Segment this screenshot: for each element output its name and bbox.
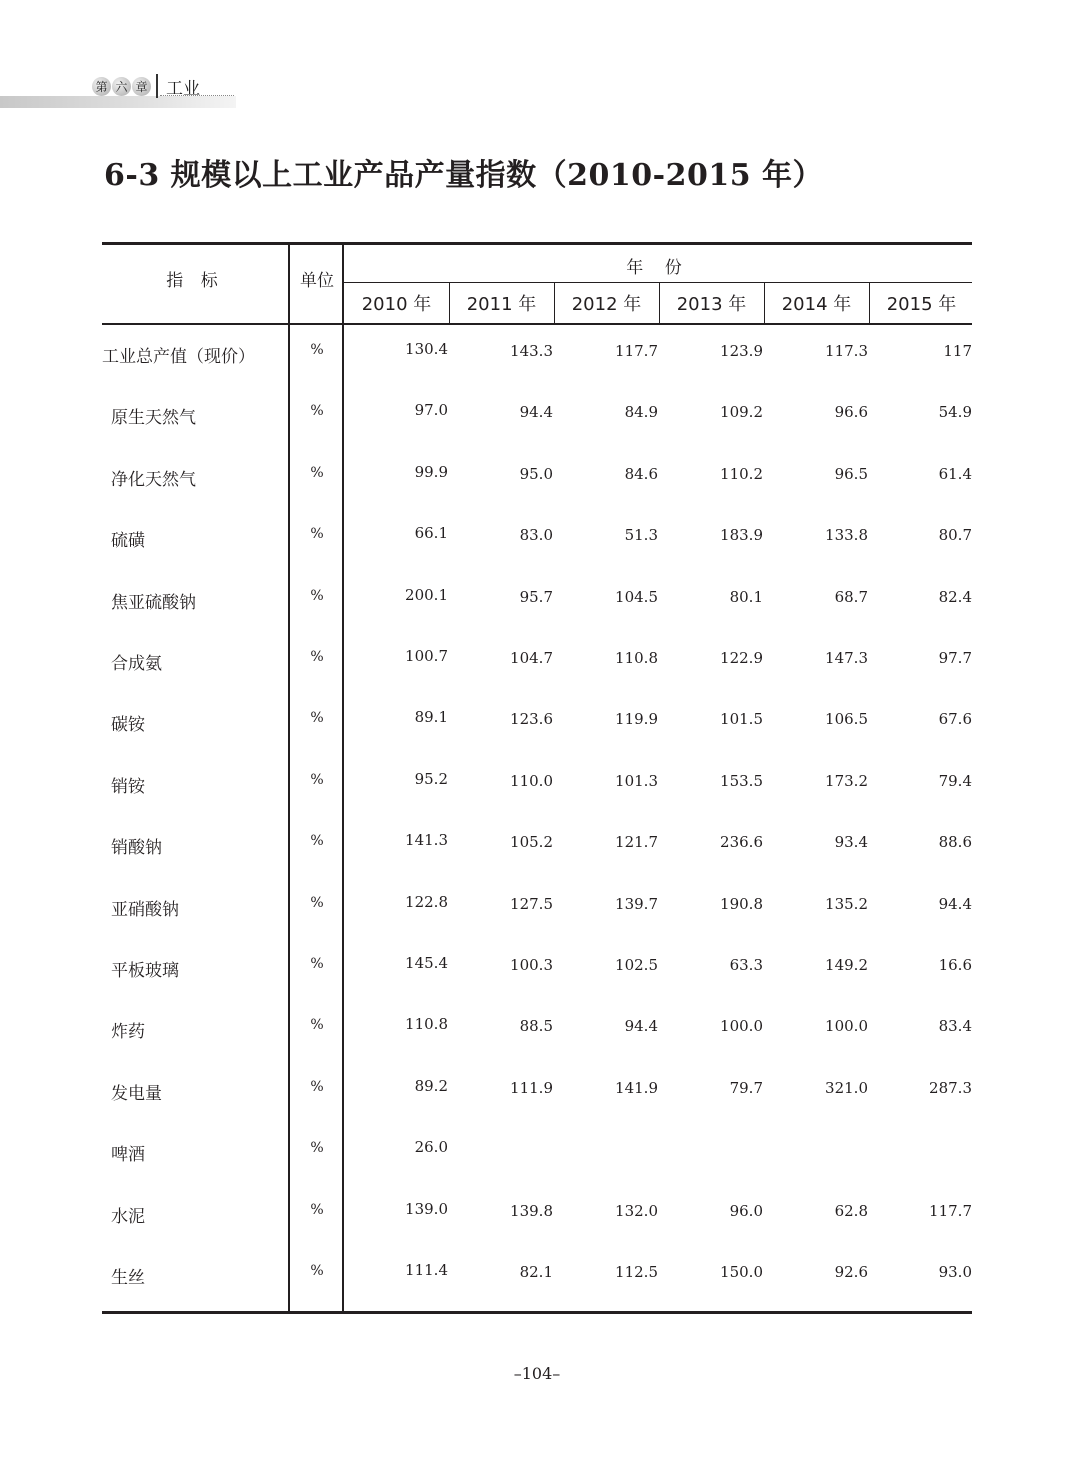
- row-value: 109.2: [720, 403, 763, 422]
- table-row: [102, 710, 972, 740]
- row-value: 51.3: [624, 526, 658, 545]
- table-bottom-rule: [102, 1311, 972, 1314]
- row-value: 67.6: [938, 710, 972, 729]
- row-value: 132.0: [615, 1201, 658, 1220]
- row-value: 89.1: [414, 708, 448, 727]
- row-indicator: 水泥: [111, 1206, 145, 1227]
- row-value: 82.4: [938, 587, 972, 606]
- header-year: 2011 年: [466, 294, 537, 315]
- table-row: [102, 1263, 972, 1293]
- row-value: 139.8: [510, 1201, 553, 1220]
- row-value: 133.8: [825, 526, 868, 545]
- row-value: 101.3: [615, 771, 658, 790]
- chapter-name: 工业: [166, 79, 200, 99]
- row-value: 63.3: [729, 956, 763, 974]
- row-value: 16.6: [938, 956, 972, 974]
- page-number: –104–: [513, 1364, 561, 1383]
- row-value: 68.7: [834, 587, 868, 606]
- row-unit: %: [310, 833, 324, 850]
- row-value: 110.0: [510, 771, 553, 790]
- row-unit: %: [310, 1078, 324, 1095]
- row-value: 123.9: [720, 342, 763, 360]
- table-row: [102, 342, 972, 372]
- row-value: 139.7: [615, 894, 658, 913]
- row-indicator: 原生天然气: [111, 408, 196, 429]
- row-value: 93.4: [834, 833, 868, 852]
- row-unit: %: [310, 894, 324, 911]
- row-unit: %: [310, 342, 324, 358]
- row-indicator: 生丝: [111, 1268, 145, 1288]
- row-value: 95.0: [519, 464, 553, 483]
- row-value: 121.7: [615, 833, 658, 852]
- row-value: 117.3: [825, 342, 868, 360]
- row-value: 84.9: [624, 403, 658, 422]
- header-indicator: 指 标: [166, 271, 224, 291]
- row-value: 110.8: [615, 649, 658, 667]
- row-indicator: 合成氨: [111, 654, 162, 674]
- row-value: 83.4: [938, 1017, 972, 1036]
- row-unit: %: [310, 403, 324, 420]
- row-value: 141.3: [405, 831, 448, 850]
- row-value: 143.3: [510, 342, 553, 360]
- row-value: 111.9: [510, 1078, 553, 1097]
- row-value: 26.0: [414, 1138, 448, 1157]
- year-group-rule: [344, 282, 972, 283]
- chapter-dotted-rule: [160, 95, 234, 96]
- row-value: 80.1: [729, 587, 763, 606]
- row-value: 93.0: [938, 1263, 972, 1281]
- row-indicator: 炸药: [111, 1022, 145, 1043]
- row-indicator: 净化天然气: [111, 469, 196, 490]
- row-unit: %: [310, 1140, 324, 1157]
- row-unit: %: [310, 1017, 324, 1034]
- row-value: 54.9: [938, 403, 972, 422]
- row-value: 95.2: [414, 769, 448, 788]
- row-value: 105.2: [510, 833, 553, 852]
- row-value: 321.0: [825, 1078, 868, 1097]
- row-value: 97.0: [414, 401, 448, 420]
- row-indicator: 啤酒: [111, 1145, 145, 1166]
- table-row: [102, 1017, 972, 1047]
- table-top-rule: [102, 242, 972, 245]
- row-indicator: 工业总产值（现价）: [102, 347, 255, 367]
- chapter-badge-char: 第: [92, 77, 111, 96]
- table-row: [102, 769, 972, 802]
- header-year-group: 年 份: [626, 258, 690, 278]
- table-row: [102, 892, 972, 925]
- chapter-badge-char: 六: [112, 77, 131, 96]
- row-value: 96.6: [834, 403, 868, 422]
- row-value: 153.5: [720, 771, 763, 790]
- row-value: 117: [943, 342, 972, 360]
- row-value: 66.1: [414, 524, 448, 543]
- row-value: 102.5: [615, 956, 658, 974]
- table-row: [102, 462, 972, 495]
- header-year: 2013 年: [676, 294, 747, 315]
- page-title: 6-3 规模以上工业产品产量指数（2010-2015 年）: [104, 158, 824, 193]
- row-unit: %: [310, 1263, 324, 1279]
- row-value: 110.8: [405, 1015, 448, 1034]
- row-value: 111.4: [405, 1261, 448, 1279]
- table-row: [102, 833, 972, 863]
- row-value: 119.9: [615, 710, 658, 729]
- row-value: 104.5: [615, 587, 658, 606]
- table-row: [102, 1199, 972, 1232]
- row-value: 79.4: [938, 771, 972, 790]
- row-value: 100.3: [510, 956, 553, 974]
- row-value: 122.9: [720, 649, 763, 667]
- row-value: 100.0: [720, 1017, 763, 1036]
- row-indicator: 亚硝酸钠: [111, 899, 179, 920]
- row-unit: %: [310, 587, 324, 604]
- row-value: 122.8: [405, 892, 448, 911]
- row-value: 88.5: [519, 1017, 553, 1036]
- row-value: 200.1: [405, 585, 448, 604]
- row-value: 110.2: [720, 464, 763, 483]
- row-value: 149.2: [825, 956, 868, 974]
- row-indicator: 硫磺: [111, 531, 145, 552]
- row-value: 94.4: [624, 1017, 658, 1036]
- table-header-rule: [102, 323, 972, 325]
- row-value: 112.5: [615, 1263, 658, 1281]
- row-indicator: 平板玻璃: [111, 961, 179, 981]
- row-indicator: 销铵: [111, 776, 145, 797]
- row-value: 117.7: [929, 1201, 972, 1220]
- row-value: 97.7: [938, 649, 972, 667]
- row-value: 92.6: [834, 1263, 868, 1281]
- row-value: 139.0: [405, 1199, 448, 1218]
- row-value: 123.6: [510, 710, 553, 729]
- row-value: 117.7: [615, 342, 658, 360]
- table-row: [102, 1140, 972, 1170]
- row-value: 83.0: [519, 526, 553, 545]
- row-value: 100.7: [405, 647, 448, 665]
- table-row: [102, 649, 972, 679]
- header-year: 2014 年: [781, 294, 852, 315]
- row-value: 141.9: [615, 1078, 658, 1097]
- header-unit: 单位: [300, 271, 334, 291]
- row-value: 61.4: [938, 464, 972, 483]
- row-value: 94.4: [519, 403, 553, 422]
- chapter-separator: [156, 74, 158, 98]
- row-value: 104.7: [510, 649, 553, 667]
- row-value: 84.6: [624, 464, 658, 483]
- row-value: 150.0: [720, 1263, 763, 1281]
- table-row: [102, 526, 972, 556]
- row-unit: %: [310, 526, 324, 543]
- header-year: 2012 年: [571, 294, 642, 315]
- row-value: 89.2: [414, 1076, 448, 1095]
- row-unit: %: [310, 771, 324, 788]
- row-value: 88.6: [938, 833, 972, 852]
- row-value: 135.2: [825, 894, 868, 913]
- row-value: 96.0: [729, 1201, 763, 1220]
- header-year: 2015 年: [886, 294, 957, 315]
- row-value: 100.0: [825, 1017, 868, 1036]
- table-row: [102, 1076, 972, 1109]
- header-band: [0, 96, 236, 108]
- row-unit: %: [310, 649, 324, 665]
- row-indicator: 销酸钠: [111, 838, 162, 859]
- chapter-badge: [92, 75, 152, 97]
- table-row: [102, 403, 972, 433]
- row-unit: %: [310, 956, 324, 972]
- row-indicator: 焦亚硫酸钠: [111, 592, 196, 613]
- row-value: 79.7: [729, 1078, 763, 1097]
- row-value: 101.5: [720, 710, 763, 729]
- row-value: 80.7: [938, 526, 972, 545]
- row-value: 106.5: [825, 710, 868, 729]
- row-value: 145.4: [405, 954, 448, 972]
- row-value: 183.9: [720, 526, 763, 545]
- row-unit: %: [310, 464, 324, 481]
- row-value: 94.4: [938, 894, 972, 913]
- row-value: 130.4: [405, 340, 448, 358]
- row-indicator: 碳铵: [111, 715, 145, 736]
- row-unit: %: [310, 1201, 324, 1218]
- table-row: [102, 956, 972, 986]
- row-value: 96.5: [834, 464, 868, 483]
- row-unit: %: [310, 710, 324, 727]
- row-value: 173.2: [825, 771, 868, 790]
- row-value: 287.3: [929, 1078, 972, 1097]
- row-value: 99.9: [414, 462, 448, 481]
- row-value: 95.7: [519, 587, 553, 606]
- row-value: 127.5: [510, 894, 553, 913]
- table-row: [102, 585, 972, 618]
- row-value: 62.8: [834, 1201, 868, 1220]
- chapter-badge-char: 章: [132, 77, 151, 96]
- header-year: 2010 年: [361, 294, 432, 315]
- row-value: 236.6: [720, 833, 763, 852]
- row-value: 82.1: [519, 1263, 553, 1281]
- row-indicator: 发电量: [111, 1083, 162, 1104]
- row-value: 147.3: [825, 649, 868, 667]
- row-value: 190.8: [720, 894, 763, 913]
